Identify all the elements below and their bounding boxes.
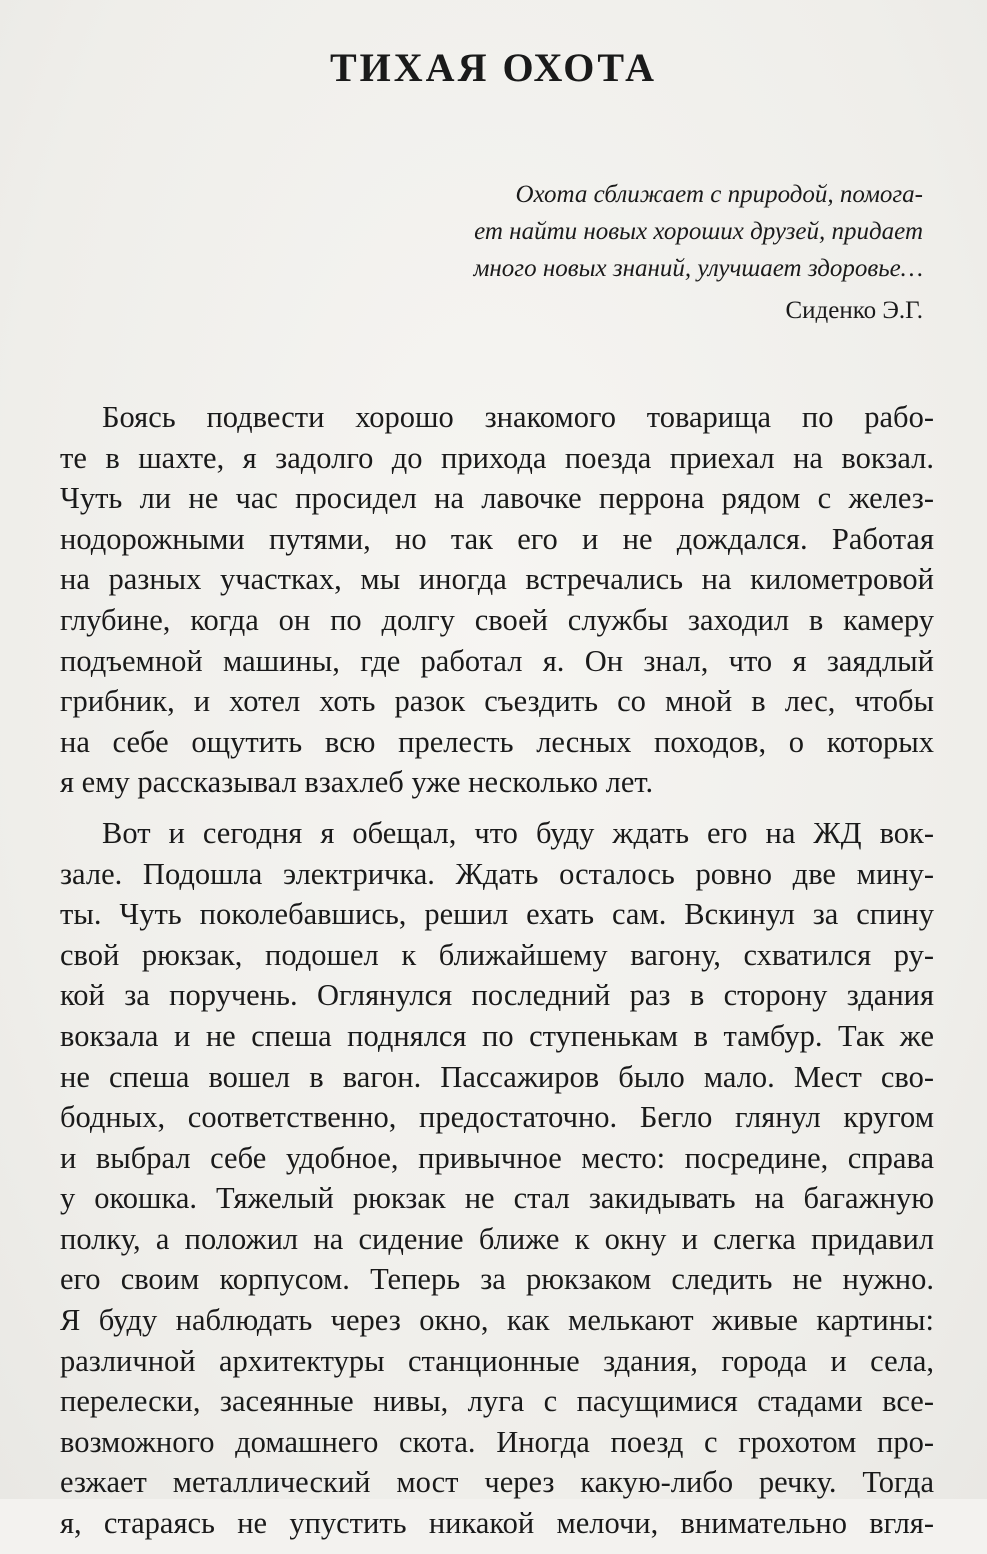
epigraph-author: Сиденко Э.Г. [785,297,923,324]
epigraph-line: Охота сближает с природой, помога- [515,181,923,208]
text-line: перелески, засеянные нивы, луга с пасущимися стадами все- [60,1384,934,1419]
body-text [60,397,934,1554]
text-line: вокзала и не спеша поднялся по ступенькам в тамбур. Так же [60,1018,934,1053]
text-line: его своим корпусом. Теперь за рюкзаком следить не нужно. [60,1262,934,1297]
epigraph-line: ет найти новых хороших друзей, придает [474,218,923,245]
text-line: возможного домашнего скота. Иногда поезд с грохотом про- [60,1424,934,1459]
text-line: те в шахте, я задолго до прихода поезда приехал на вокзал. [60,440,934,475]
text-line: глубине, когда он по долгу своей службы заходил в камеру [60,602,934,637]
epigraph [363,176,923,287]
text-line: свой рюкзак, подошел к ближайшему вагону, схватился ру- [60,937,934,972]
chapter-title: ТИХАЯ ОХОТА [330,45,657,90]
text-line: я, стараясь не упустить никакой мелочи, внимательно вгля- [60,1506,934,1541]
text-line: подъемной машины, где работал я. Он знал, что я заядлый [60,643,934,678]
text-line: ты. Чуть поколебавшись, решил ехать сам. Вскинул за спину [60,897,934,932]
paragraph [60,813,934,1544]
paragraph [60,397,934,803]
text-line: Боясь подвести хорошо знакомого товарища по рабо- [102,400,934,434]
text-line: у окошка. Тяжелый рюкзак не стал закидывать на багажную [60,1181,934,1216]
text-line: различной архитектуры станционные здания, города и села, [60,1343,934,1378]
text-line: я ему рассказывал взахлеб уже несколько лет. [60,765,654,800]
text-line: на себе ощутить всю прелесть лесных походов, о которых [60,724,934,759]
text-line: зале. Подошла электричка. Ждать осталось ровно две мину- [60,856,934,891]
text-line: и выбрал себе удобное, привычное место: посредине, справа [60,1140,934,1175]
epigraph-line: много новых знаний, улучшает здоровье… [473,255,923,282]
text-line: нодорожными путями, но так его и не дождался. Работая [60,521,934,556]
text-line: полку, а положил на сидение ближе к окну и слегка придавил [60,1221,934,1256]
text-line: езжает металлический мост через какую-либо речку. Тогда [60,1465,934,1500]
text-line: на разных участках, мы иногда встречались на километровой [60,562,934,597]
text-line: бодных, соответственно, предостаточно. Бегло глянул кругом [60,1100,934,1135]
text-line: не спеша вошел в вагон. Пассажиров было мало. Мест сво- [60,1059,934,1094]
text-line: Чуть ли не час просидел на лавочке перрона рядом с желез- [60,481,934,516]
text-line: грибник, и хотел хоть разок съездить со мной в лес, чтобы [60,684,934,719]
text-line: Я буду наблюдать через окно, как мелькают живые картины: [60,1303,934,1338]
text-line: кой за поручень. Оглянулся последний раз в сторону здания [60,978,934,1013]
text-line: Вот и сегодня я обещал, что буду ждать его на ЖД вок- [102,815,934,850]
